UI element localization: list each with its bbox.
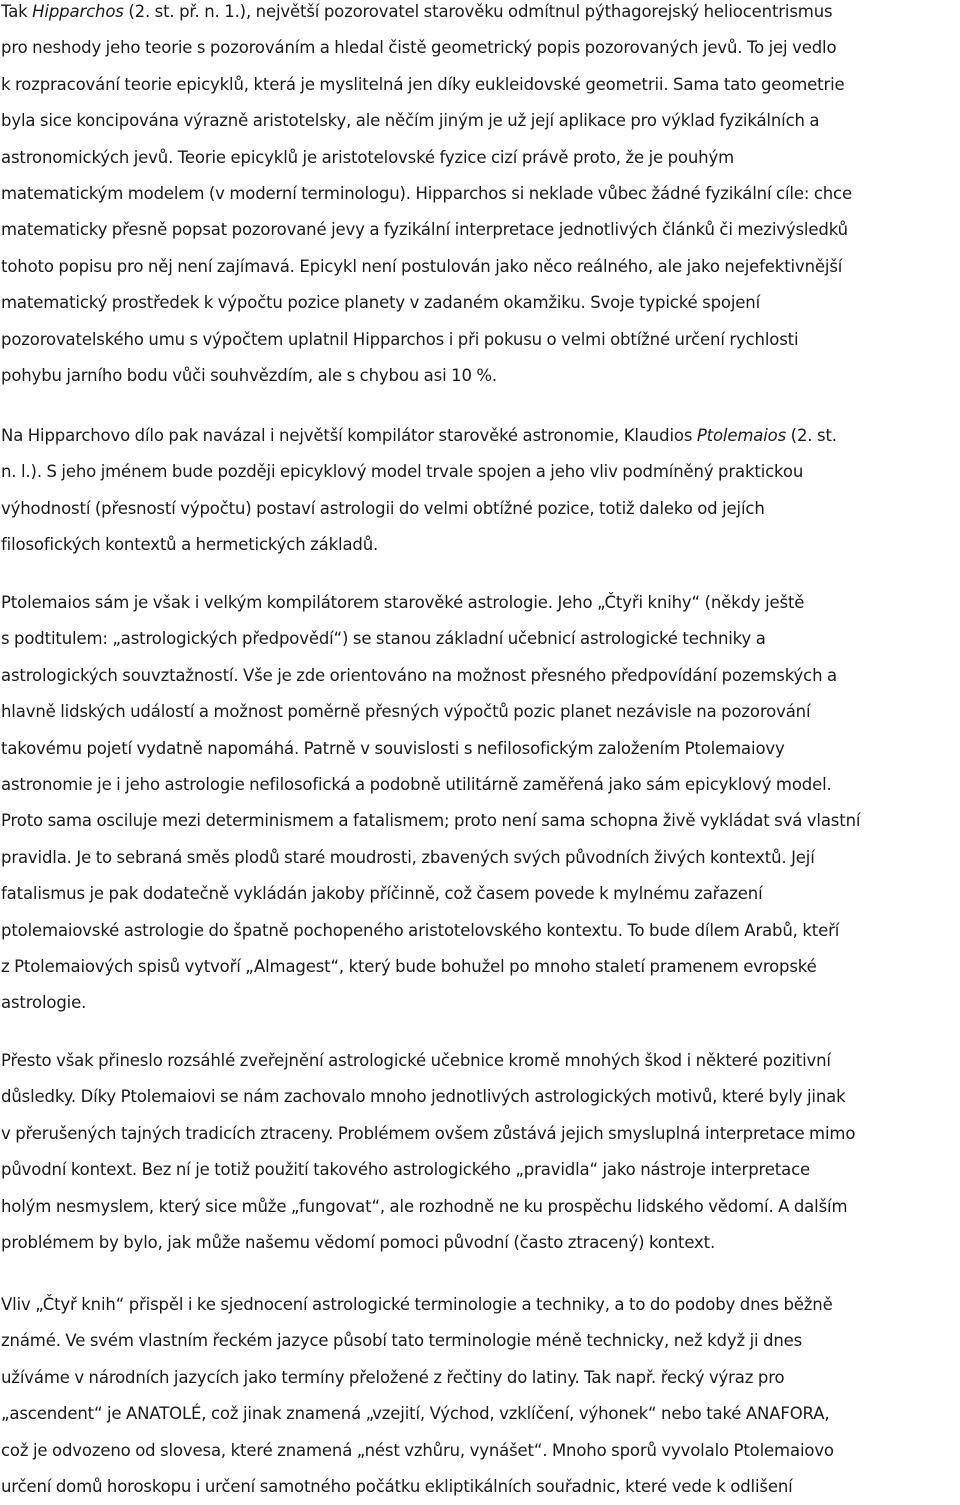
text-run: holým nesmyslem, který sice může „fungovat“, ale rozhodně ne ku prospěchu lidského vědomí. A dalším <box>1 1196 848 1216</box>
text-run: důsledky. Díky Ptolemaiovi se nám zachovalo mnoho jednotlivých astrologických motivů, které byly jinak <box>1 1087 846 1107</box>
text-line <box>1 1323 958 1359</box>
text-run: z Ptolemaiových spisů vytvoří „Almagest“, který bude bohužel po mnoho staletí pramenem evropské <box>1 957 817 977</box>
text-line <box>1 0 958 30</box>
text-run: k rozpracování teorie epicyklů, která je myslitelná jen díky eukleidovské geometrii. Sama tato geometrie <box>1 74 845 94</box>
italic-name: Hipparchos <box>32 2 124 21</box>
paragraph-terminology <box>1 1287 958 1505</box>
text-line <box>1 621 958 657</box>
text-run: Tak <box>1 2 33 21</box>
text-run: hlavně lidských událostí a možnost poměrně přesných výpočtů pozic planet nezávisle na pozorování <box>1 702 811 722</box>
text-line <box>1 285 958 321</box>
text-line <box>1 767 958 803</box>
text-run: astrologických souvztažností. Vše je zde orientováno na možnost přesného předpovídání pozemských a <box>1 665 837 685</box>
text-line <box>1 358 958 394</box>
text-line <box>1 913 958 949</box>
text-run: v přerušených tajných tradicích ztraceny. Problémem ovšem zůstává jejich smysluplná interpretace mimo <box>1 1123 856 1143</box>
text-line <box>1 1287 958 1323</box>
text-run: pozorovatelského umu s výpočtem uplatnil Hipparchos i při pokusu o velmi obtížné určení rychlosti <box>1 329 799 349</box>
text-line <box>1 585 958 621</box>
text-line <box>1 1433 958 1469</box>
paragraph-ptolemaios-astronomy <box>1 418 958 564</box>
text-line <box>1 212 958 248</box>
text-run: byla sice koncipována výrazně aristotelsky, ale něčím jiným je už její aplikace pro výklad fyzikálních a <box>1 111 820 131</box>
text-run: Vliv „Čtyř knih“ přispěl i ke sjednocení astrologické terminologie a techniky, a to do podoby dnes běžně <box>1 1295 833 1314</box>
text-run: pohybu jarního bodu vůči souhvězdím, ale s chybou asi 10 %. <box>1 366 498 386</box>
text-run: (2. st. př. n. 1.), největší pozorovatel starověku odmítnul pýthagorejský heliocentrismus <box>123 2 833 21</box>
text-line <box>1 985 958 1021</box>
text-line <box>1 876 958 912</box>
text-run: filosofických kontextů a hermetických základů. <box>1 535 379 555</box>
text-run: takovému pojetí vydatně napomáhá. Patrně v souvislosti s nefilosofickým založením Ptolemaiovy <box>1 738 785 758</box>
text-line <box>1 803 958 839</box>
paragraph-positive-consequences <box>1 1043 958 1261</box>
text-run: astronomie je i jeho astrologie nefilosofická a podobně utilitárně zaměřená jako sám epicyklový model. <box>1 775 832 795</box>
text-line <box>1 527 958 563</box>
text-line <box>1 1079 958 1115</box>
text-line <box>1 67 958 103</box>
text-line <box>1 731 958 767</box>
text-line <box>1 694 958 730</box>
text-run: pravidla. Je to sebraná směs plodů staré moudrosti, zbavených svých původních živých kontextů. Její <box>1 847 815 867</box>
text-line <box>1 658 958 694</box>
text-run: známé. Ve svém vlastním řeckém jazyce působí tato terminologie méně technicky, než když ji dnes <box>1 1331 803 1351</box>
text-run: n. l.). S jeho jménem bude později epicyklový model trvale spojen a jeho vliv podmíněný praktickou <box>1 462 804 482</box>
text-line <box>1 1189 958 1225</box>
text-line <box>1 1469 958 1505</box>
text-run: astronomických jevů. Teorie epicyklů je aristotelovské fyzice cizí právě proto, že je pouhým <box>1 147 735 167</box>
text-run: (2. st. <box>786 426 837 445</box>
text-line <box>1 322 958 358</box>
text-run: výhodností (přesností výpočtu) postaví astrologii do velmi obtížné pozice, totiž daleko od jejích <box>1 498 765 518</box>
text-run: pro neshody jeho teorie s pozorováním a hledal čistě geometrický popis pozorovaných jevů. To jej vedlo <box>1 38 837 58</box>
text-line <box>1 1396 958 1432</box>
text-line <box>1 103 958 139</box>
text-run: Ptolemaios sám je však i velkým kompilátorem starověké astrologie. Jeho „Čtyři knihy“ (někdy ještě <box>1 593 805 612</box>
text-line <box>1 418 958 454</box>
text-line <box>1 1225 958 1261</box>
text-line <box>1 140 958 176</box>
text-run: Přesto však přineslo rozsáhlé zveřejnění astrologické učebnice kromě mnohých škod i některé pozitivní <box>1 1051 831 1070</box>
text-line <box>1 1152 958 1188</box>
text-run: což je odvozeno od slovesa, které znamená „nést vzhůru, vynášet“. Mnoho sporů vyvolalo Ptolemaiovo <box>1 1440 834 1460</box>
text-run: astrologie. <box>1 993 87 1013</box>
text-line <box>1 1116 958 1152</box>
text-line <box>1 176 958 212</box>
text-run: tohoto popisu pro něj není zajímavá. Epicykl není postulován jako něco reálného, ale jako nejefektivnější <box>1 256 843 276</box>
text-line <box>1 949 958 985</box>
paragraph-ptolemaios-astrology <box>1 585 958 1022</box>
text-line <box>1 491 958 527</box>
italic-name: Ptolemaios <box>696 426 787 445</box>
text-line <box>1 249 958 285</box>
text-line <box>1 1043 958 1079</box>
text-run: matematicky přesně popsat pozorované jevy a fyzikální interpretace jednotlivých článků či mezivýsledků <box>1 220 848 240</box>
paragraph-hipparchos <box>1 0 958 394</box>
text-line <box>1 30 958 66</box>
text-run: užíváme v národních jazycích jako termíny přeložené z řečtiny do latiny. Tak např. řecký výraz pro <box>1 1367 785 1387</box>
text-run: problémem by bylo, jak může našemu vědomí pomoci původní (často ztracený) kontext. <box>1 1233 716 1253</box>
text-run: „ascendent“ je ANATOLÉ, což jinak znamená „vzejití, Východ, vzklíčení, výhonek“ nebo také ANAFORA, <box>1 1404 830 1424</box>
text-run: Na Hipparchovo dílo pak navázal i největší kompilátor starověké astronomie, Klaudios <box>1 426 697 445</box>
text-run: matematickým modelem (v moderní terminologu). Hipparchos si neklade vůbec žádné fyzikální cíle: chce <box>1 184 852 204</box>
text-run: s podtitulem: „astrologických předpovědí“) se stanou základní učebnicí astrologické techniky a <box>1 629 766 649</box>
text-run: matematický prostředek k výpočtu pozice planety v zadaném okamžiku. Svoje typické spojení <box>1 293 761 313</box>
text-line <box>1 454 958 490</box>
text-line <box>1 840 958 876</box>
text-line <box>1 1360 958 1396</box>
text-run: určení domů horoskopu i určení samotného počátku ekliptikálních souřadnic, které vede k odlišení <box>1 1477 793 1497</box>
text-run: původní kontext. Bez ní je totiž použití takového astrologického „pravidla“ jako nástroje interpretace <box>1 1160 810 1180</box>
text-run: Proto sama osciluje mezi determinismem a fatalismem; proto není sama schopna živě vykládat svá vlastní <box>1 811 861 831</box>
text-run: ptolemaiovské astrologie do špatně pochopeného aristotelovského kontextu. To bude dílem Arabů, kteří <box>1 920 840 940</box>
text-run: fatalismus je pak dodatečně vykládán jakoby příčinně, což časem povede k mylnému zařazení <box>1 884 763 904</box>
